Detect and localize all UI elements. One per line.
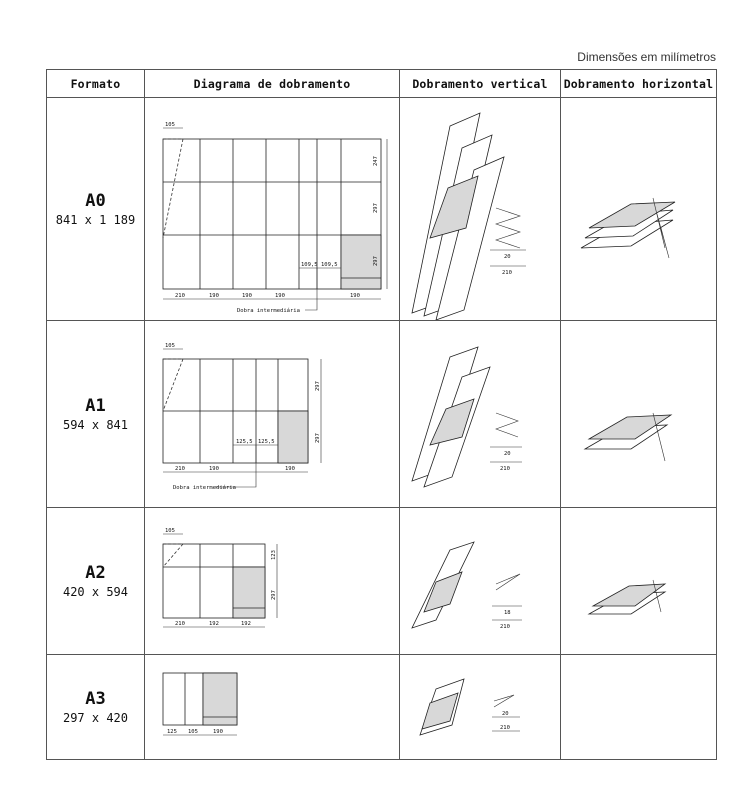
format-cell-a0 bbox=[47, 98, 145, 321]
vert-dim-b: 210 bbox=[500, 725, 510, 731]
dim-b5: 190 bbox=[350, 293, 360, 299]
vertical-fold-a3 bbox=[400, 655, 561, 759]
vert-dim-b: 210 bbox=[500, 466, 510, 472]
dim-m1: 125,5 bbox=[236, 439, 253, 445]
diagram-cell-a0 bbox=[145, 98, 400, 321]
vert-dim-b: 210 bbox=[502, 270, 512, 276]
horizontal-fold-a2 bbox=[561, 508, 717, 654]
format-cell-a1 bbox=[47, 321, 145, 508]
dim-m1: 109,5 bbox=[301, 262, 318, 268]
folding-diagram-a3 bbox=[145, 655, 400, 759]
dim-right-2: 297 bbox=[315, 433, 321, 443]
format-name: A0 bbox=[85, 191, 106, 211]
dim-b3: 190 bbox=[285, 466, 295, 472]
header-format: Formato bbox=[47, 70, 145, 98]
vertical-cell-a2 bbox=[400, 508, 561, 655]
vertical-cell-a0 bbox=[400, 98, 561, 321]
format-dimensions: 594 x 841 bbox=[62, 418, 129, 432]
vert-dim-a: 20 bbox=[502, 711, 509, 717]
dim-top: 105 bbox=[165, 343, 175, 349]
dim-right-3: 297 bbox=[373, 256, 379, 266]
dim-top: 105 bbox=[165, 528, 175, 534]
dim-b2: 105 bbox=[188, 729, 198, 735]
dim-b1: 210 bbox=[175, 621, 185, 627]
dim-b3: 192 bbox=[241, 621, 251, 627]
dim-b4: 190 bbox=[275, 293, 285, 299]
dim-m2: 125,5 bbox=[258, 439, 275, 445]
header-row bbox=[47, 70, 717, 98]
table-row-a2 bbox=[47, 508, 717, 655]
vertical-fold-a2 bbox=[400, 508, 561, 654]
dim-right-2: 297 bbox=[373, 203, 379, 213]
dim-right-1: 247 bbox=[373, 156, 379, 166]
vert-dim-a: 20 bbox=[504, 451, 511, 457]
dim-m2: 109,5 bbox=[321, 262, 338, 268]
dim-b1: 125 bbox=[167, 729, 177, 735]
units-note: Dimensões em milímetros bbox=[577, 50, 716, 64]
dim-b2: 192 bbox=[209, 621, 219, 627]
diagram-cell-a1 bbox=[145, 321, 400, 508]
horizontal-fold-a1 bbox=[561, 321, 717, 507]
dim-b2: 190 bbox=[209, 466, 219, 472]
format-dimensions: 841 x 1 189 bbox=[55, 213, 136, 227]
horizontal-cell-a3 bbox=[561, 655, 717, 760]
header-diagram: Diagrama de dobramento bbox=[145, 70, 400, 98]
table-row-a1 bbox=[47, 321, 717, 508]
dim-b3: 190 bbox=[242, 293, 252, 299]
vertical-fold-a0 bbox=[400, 98, 561, 320]
horizontal-cell-a0 bbox=[561, 98, 717, 321]
dim-right-1: 297 bbox=[315, 381, 321, 391]
diagram-cell-a2 bbox=[145, 508, 400, 655]
format-cell-a2 bbox=[47, 508, 145, 655]
dim-top: 105 bbox=[165, 122, 175, 128]
folding-diagram-a2 bbox=[145, 508, 400, 654]
diagram-cell-a3 bbox=[145, 655, 400, 760]
intermediate-fold-label: Dobra intermediária bbox=[237, 308, 300, 314]
folding-table bbox=[46, 69, 717, 760]
vert-dim-a: 18 bbox=[504, 610, 511, 616]
intermediate-fold-label: Dobra intermediária bbox=[173, 485, 236, 491]
dim-b2: 190 bbox=[209, 293, 219, 299]
dim-b3: 190 bbox=[213, 729, 223, 735]
horizontal-cell-a1 bbox=[561, 321, 717, 508]
folding-diagram-a0 bbox=[145, 98, 400, 320]
vertical-cell-a3 bbox=[400, 655, 561, 760]
format-dimensions: 297 x 420 bbox=[62, 711, 129, 725]
table-row-a3 bbox=[47, 655, 717, 760]
header-horizontal: Dobramento horizontal bbox=[561, 70, 717, 98]
dim-right-2: 297 bbox=[271, 590, 277, 600]
horizontal-fold-a0 bbox=[561, 98, 717, 320]
table-row-a0 bbox=[47, 98, 717, 321]
vertical-fold-a1 bbox=[400, 321, 561, 507]
format-name: A2 bbox=[85, 563, 106, 583]
format-dimensions: 420 x 594 bbox=[62, 585, 129, 599]
folding-diagram-a1 bbox=[145, 321, 400, 507]
format-cell-a3 bbox=[47, 655, 145, 760]
header-vertical: Dobramento vertical bbox=[400, 70, 561, 98]
dim-right-1: 123 bbox=[271, 550, 277, 560]
vert-dim-a: 20 bbox=[504, 254, 511, 260]
format-name: A1 bbox=[85, 396, 106, 416]
dim-b1: 210 bbox=[175, 293, 185, 299]
dim-b1: 210 bbox=[175, 466, 185, 472]
horizontal-cell-a2 bbox=[561, 508, 717, 655]
format-name: A3 bbox=[85, 689, 106, 709]
vert-dim-b: 210 bbox=[500, 624, 510, 630]
vertical-cell-a1 bbox=[400, 321, 561, 508]
